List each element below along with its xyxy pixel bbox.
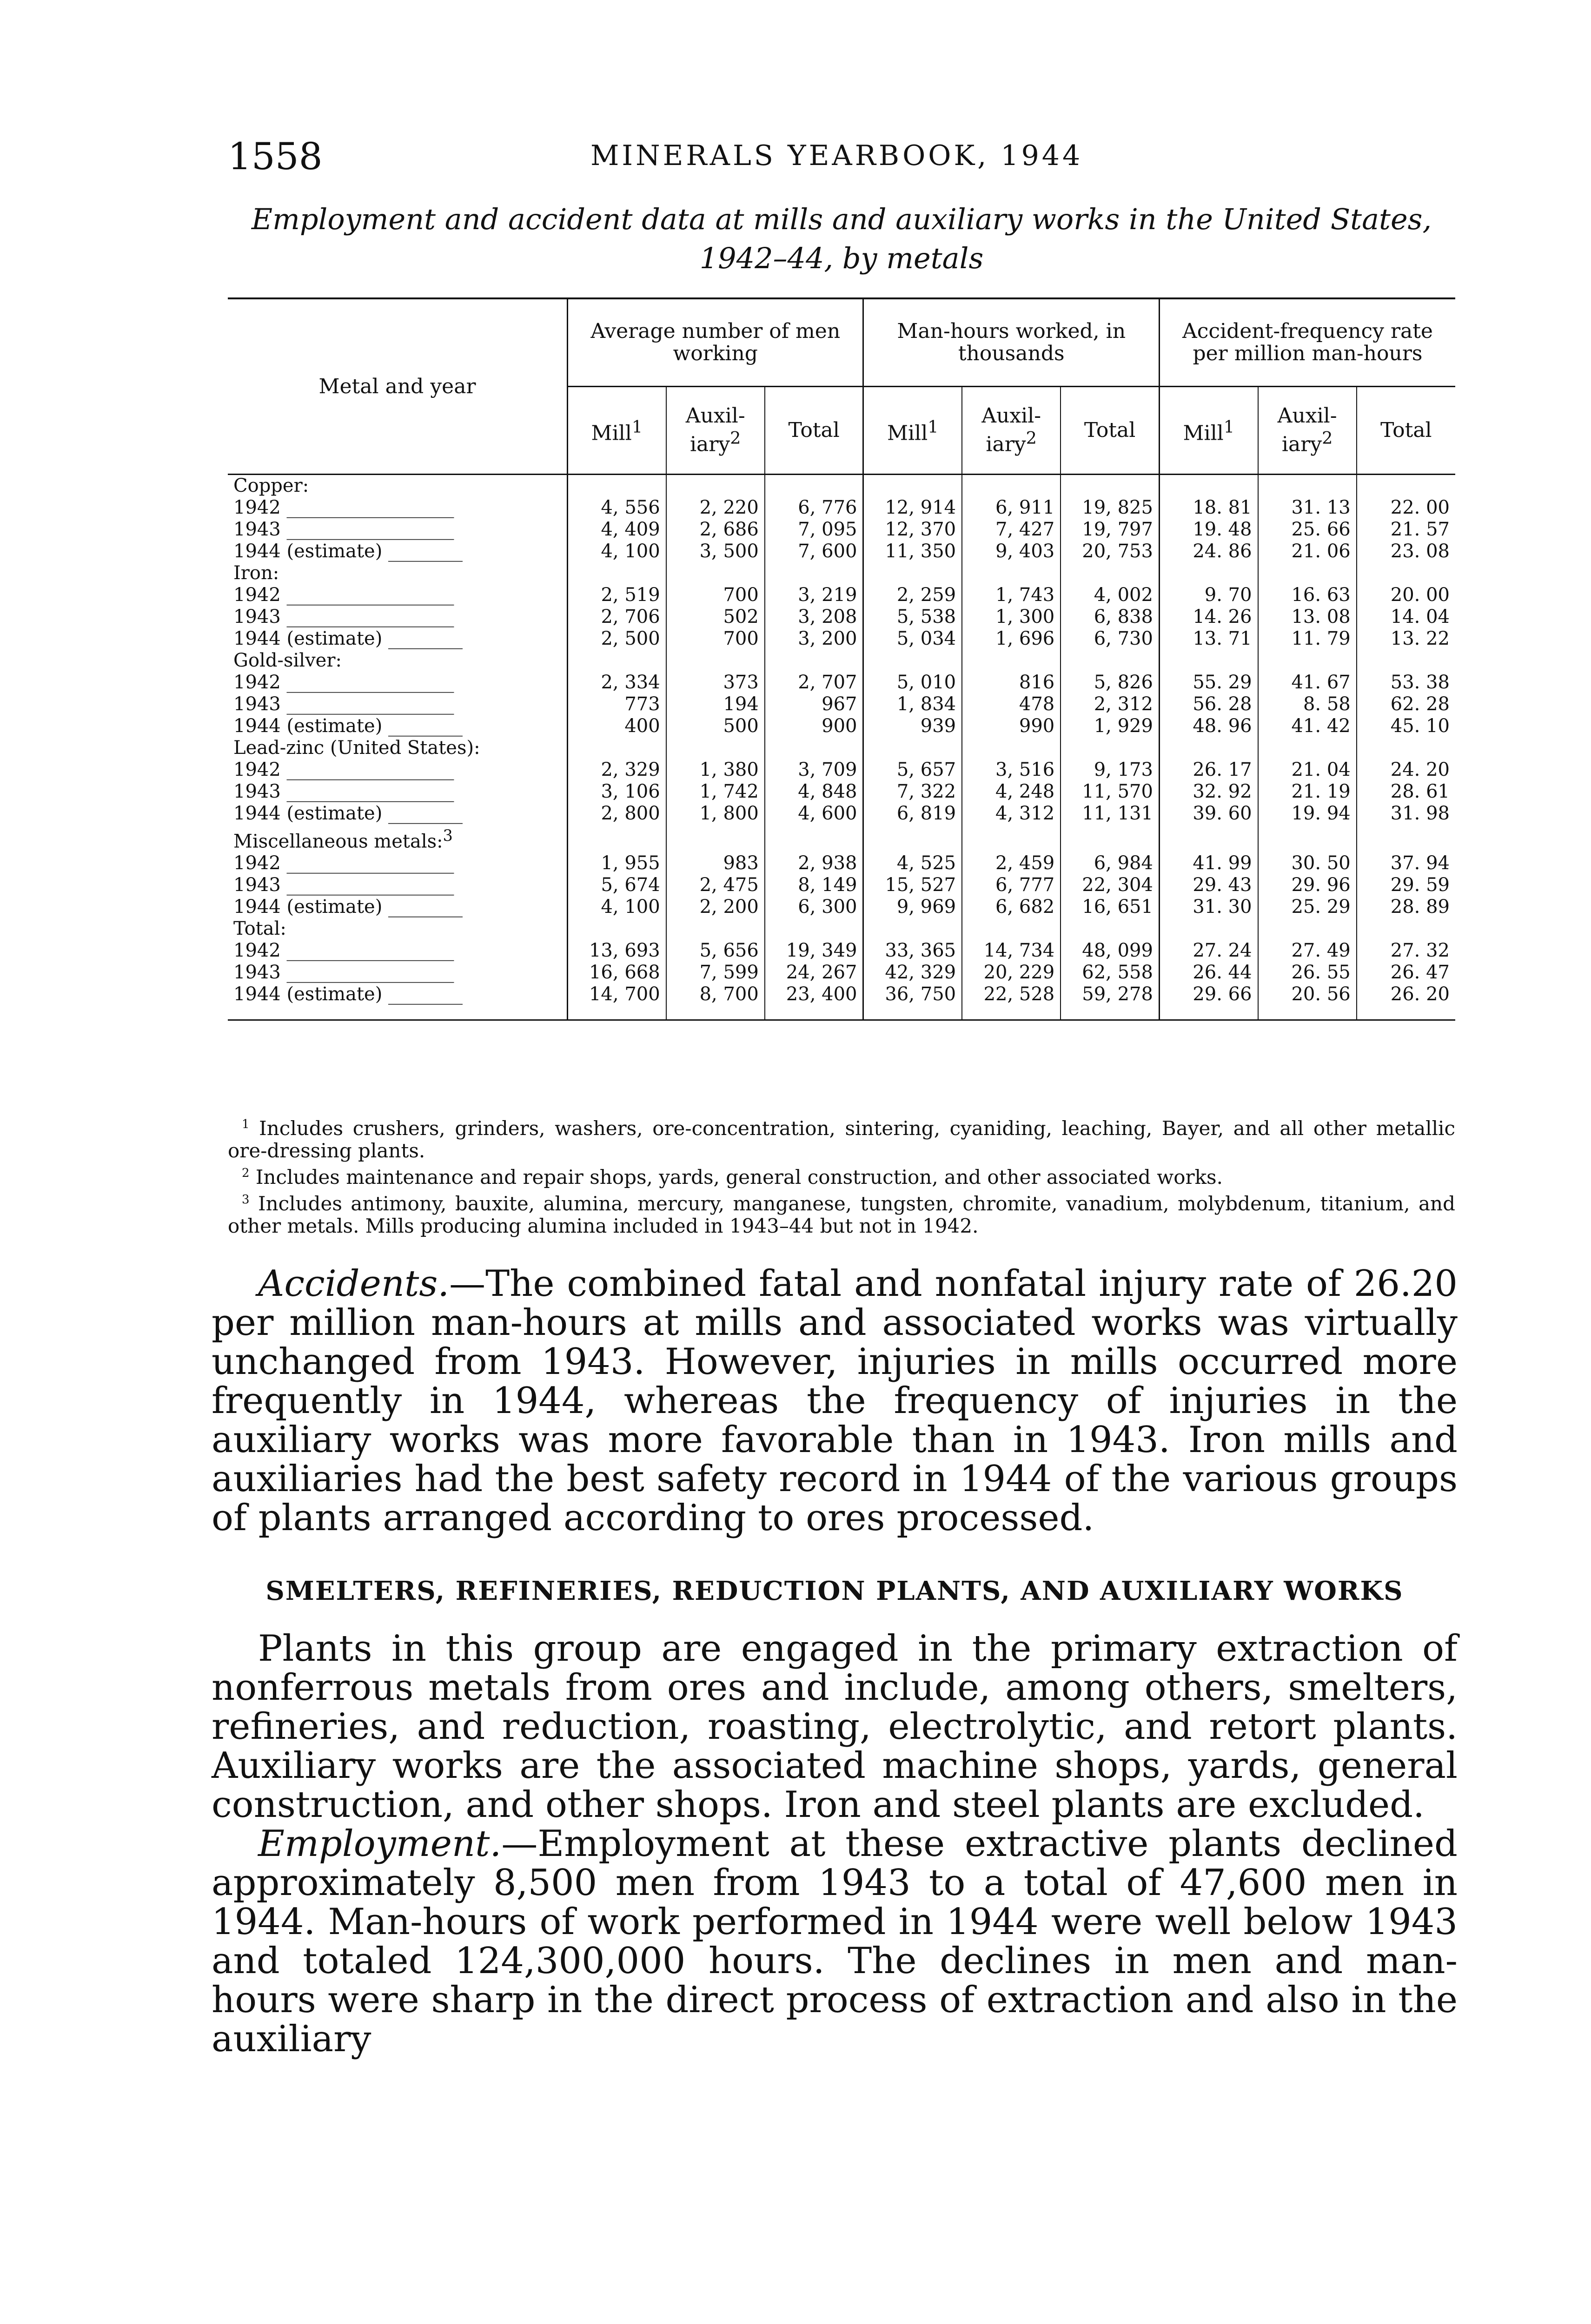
table-cell: 2, 329 xyxy=(568,759,666,781)
table-cell: 32. 92 xyxy=(1159,781,1258,803)
table-body xyxy=(228,475,1455,1020)
category-label: Total: xyxy=(233,918,286,940)
table-cell: 48, 099 xyxy=(1061,940,1159,962)
table-cell: 400 xyxy=(568,715,666,737)
table-cell: 8, 700 xyxy=(666,984,765,1020)
category-row xyxy=(228,918,1455,940)
year-label: 1942 __________________ xyxy=(233,852,454,874)
year-label: 1943 __________________ xyxy=(233,693,454,715)
table-cell: 19, 797 xyxy=(1061,519,1159,541)
table-caption: Employment and accident data at mills and auxiliary works in the United States, 1942–44, by metals xyxy=(251,202,1432,275)
table-cell: 21. 57 xyxy=(1357,519,1455,541)
table-cell: 967 xyxy=(765,693,863,715)
table-cell: 11. 79 xyxy=(1258,628,1357,650)
section-body xyxy=(212,1629,1458,2059)
table-cell: 29. 43 xyxy=(1159,874,1258,896)
table-cell: 21. 04 xyxy=(1258,759,1357,781)
table-cell: 4, 409 xyxy=(568,519,666,541)
table-cell: 15, 527 xyxy=(863,874,962,896)
table-cell: 20. 00 xyxy=(1357,584,1455,606)
table-cell: 19, 825 xyxy=(1061,497,1159,519)
table-cell: 773 xyxy=(568,693,666,715)
table-cell: 29. 96 xyxy=(1258,874,1357,896)
table-cell: 2, 500 xyxy=(568,628,666,650)
table-cell: 2, 312 xyxy=(1061,693,1159,715)
table-row xyxy=(228,584,1455,606)
table-cell: 62. 28 xyxy=(1357,693,1455,715)
table-cell: 20, 753 xyxy=(1061,541,1159,562)
table-cell: 3, 208 xyxy=(765,606,863,628)
table-cell: 9, 173 xyxy=(1061,759,1159,781)
subheader-auxiliary: Auxil- iary$^2$ xyxy=(962,387,1061,475)
running-head xyxy=(228,135,1451,186)
year-label: 1942 __________________ xyxy=(233,584,454,606)
table-row xyxy=(228,852,1455,874)
table-cell: 13, 693 xyxy=(568,940,666,962)
header-metal-and-year: Metal and year xyxy=(228,298,568,475)
subheader-mill: Mill$^1$ xyxy=(863,387,962,475)
year-label: 1944 (estimate) ________ xyxy=(233,541,463,562)
table-cell: 2, 475 xyxy=(666,874,765,896)
table-cell: 6, 838 xyxy=(1061,606,1159,628)
table-cell: 26. 20 xyxy=(1357,984,1455,1020)
table-cell: 6, 819 xyxy=(863,803,962,825)
table-row xyxy=(228,759,1455,781)
category-label: Lead-zinc (United States): xyxy=(233,737,480,759)
table-cell: 12, 914 xyxy=(863,497,962,519)
year-label: 1944 (estimate) ________ xyxy=(228,984,568,1020)
table-cell: 6, 776 xyxy=(765,497,863,519)
year-label: 1942 __________________ xyxy=(233,940,454,962)
page-number: 1558 xyxy=(228,135,323,178)
table-cell: 8. 58 xyxy=(1258,693,1357,715)
group-header-man-hours: Man-hours worked, in thousands xyxy=(863,298,1159,387)
table-cell: 5, 674 xyxy=(568,874,666,896)
table-cell: 41. 42 xyxy=(1258,715,1357,737)
year-label: 1943 __________________ xyxy=(233,781,454,802)
category-row xyxy=(228,562,1455,584)
table-row xyxy=(228,519,1455,541)
category-label: Gold-silver: xyxy=(233,650,342,671)
table-cell: 26. 47 xyxy=(1357,962,1455,984)
table-cell: 23, 400 xyxy=(765,984,863,1020)
table-row xyxy=(228,803,1455,825)
section-heading: SMELTERS, REFINERIES, REDUCTION PLANTS, AND AUXILIARY WORKS xyxy=(265,1576,1404,1606)
table-cell: 24. 86 xyxy=(1159,541,1258,562)
table-cell: 29. 59 xyxy=(1357,874,1455,896)
table-cell: 2, 938 xyxy=(765,852,863,874)
table-cell: 14, 734 xyxy=(962,940,1061,962)
table-cell: 19, 349 xyxy=(765,940,863,962)
accidents-text: —The combined fatal and nonfatal injury rate of 26.20 per million man-hours at mills and associated works was virtually unchanged from 1943. However, injuries in mills occurred more frequently in 1944, whereas the frequency of injuries in the auxiliary works was more favorable than in 1943. Iron mills and auxiliaries had the best safety record in 1944 of the various groups of plants arranged according to ores processed. xyxy=(212,1263,1458,1539)
employment-text: —Employment at these extractive plants declined approximately 8,500 men from 1943 to a total of 47,600 men in 1944. Man-hours of work performed in 1944 were well below 1943 and totaled 124,300,000 hours. The declines in men and man-hours were sharp in the direct process of extraction and also in the auxiliary xyxy=(212,1823,1458,2060)
table-cell: 26. 55 xyxy=(1258,962,1357,984)
running-title: MINERALS YEARBOOK, 1944 xyxy=(590,139,1083,172)
category-label: Copper: xyxy=(233,475,309,496)
table-cell: 7, 322 xyxy=(863,781,962,803)
footnote: $^2$ Includes maintenance and repair shops, yards, general construction, and other associated works. xyxy=(242,1166,1223,1188)
category-row xyxy=(228,825,1455,852)
year-label: 1944 (estimate) ________ xyxy=(233,896,463,918)
table-cell: 939 xyxy=(863,715,962,737)
table-row xyxy=(228,497,1455,519)
table-row xyxy=(228,962,1455,984)
table-cell: 5, 010 xyxy=(863,672,962,693)
subheader-total: Total xyxy=(765,387,863,475)
table-cell: 22. 00 xyxy=(1357,497,1455,519)
table-cell: 27. 49 xyxy=(1258,940,1357,962)
table-cell: 1, 743 xyxy=(962,584,1061,606)
table-cell: 4, 100 xyxy=(568,896,666,918)
accidents-lead: Accidents. xyxy=(258,1263,450,1305)
table-cell: 56. 28 xyxy=(1159,693,1258,715)
table-cell: 3, 516 xyxy=(962,759,1061,781)
table-cell: 6, 777 xyxy=(962,874,1061,896)
table-cell: 2, 459 xyxy=(962,852,1061,874)
table-cell: 41. 99 xyxy=(1159,852,1258,874)
table-row xyxy=(228,693,1455,715)
table-cell: 14, 700 xyxy=(568,984,666,1020)
year-label: 1942 __________________ xyxy=(233,672,454,693)
table-cell: 26. 44 xyxy=(1159,962,1258,984)
table-cell: 3, 500 xyxy=(666,541,765,562)
accidents-paragraph xyxy=(212,1264,1458,1538)
table-cell: 500 xyxy=(666,715,765,737)
table-cell: 45. 10 xyxy=(1357,715,1455,737)
table-cell: 2, 519 xyxy=(568,584,666,606)
year-label: 1943 __________________ xyxy=(233,606,454,627)
table-cell: 5, 538 xyxy=(863,606,962,628)
table-cell: 4, 556 xyxy=(568,497,666,519)
table-cell: 26. 17 xyxy=(1159,759,1258,781)
table-cell: 1, 955 xyxy=(568,852,666,874)
table-cell: 13. 71 xyxy=(1159,628,1258,650)
table-cell: 13. 22 xyxy=(1357,628,1455,650)
table-cell: 4, 600 xyxy=(765,803,863,825)
table-cell: 21. 19 xyxy=(1258,781,1357,803)
table-cell: 6, 984 xyxy=(1061,852,1159,874)
table-cell: 5, 656 xyxy=(666,940,765,962)
table-cell: 55. 29 xyxy=(1159,672,1258,693)
table-footnotes xyxy=(228,1113,1455,1237)
table-cell: 700 xyxy=(666,628,765,650)
table-cell: 1, 742 xyxy=(666,781,765,803)
table-cell: 9, 403 xyxy=(962,541,1061,562)
table-row xyxy=(228,715,1455,737)
table-cell: 194 xyxy=(666,693,765,715)
table-cell: 7, 600 xyxy=(765,541,863,562)
table-cell: 16, 668 xyxy=(568,962,666,984)
table-cell: 62, 558 xyxy=(1061,962,1159,984)
table-cell: 4, 100 xyxy=(568,541,666,562)
table-cell: 36, 750 xyxy=(863,984,962,1020)
table-cell: 14. 04 xyxy=(1357,606,1455,628)
table-cell: 11, 570 xyxy=(1061,781,1159,803)
category-label: Miscellaneous metals:$^3$ xyxy=(233,826,453,852)
table-cell: 29. 66 xyxy=(1159,984,1258,1020)
category-row xyxy=(228,737,1455,759)
year-label: 1944 (estimate) ________ xyxy=(233,628,463,649)
table-cell: 6, 300 xyxy=(765,896,863,918)
table-cell: 27. 24 xyxy=(1159,940,1258,962)
employment-accident-table xyxy=(228,297,1455,1021)
table-cell: 23. 08 xyxy=(1357,541,1455,562)
table-cell: 25. 29 xyxy=(1258,896,1357,918)
subheader-mill: Mill$^1$ xyxy=(568,387,666,475)
table-row xyxy=(228,940,1455,962)
table-cell: 31. 13 xyxy=(1258,497,1357,519)
year-label: 1943 __________________ xyxy=(233,874,454,896)
category-label: Iron: xyxy=(233,562,279,584)
table-cell: 1, 696 xyxy=(962,628,1061,650)
table-cell: 22, 528 xyxy=(962,984,1061,1020)
table-row xyxy=(228,874,1455,896)
subheader-total: Total xyxy=(1061,387,1159,475)
table-cell: 2, 706 xyxy=(568,606,666,628)
table-cell: 37. 94 xyxy=(1357,852,1455,874)
table-cell: 4, 312 xyxy=(962,803,1061,825)
table-cell: 53. 38 xyxy=(1357,672,1455,693)
year-label: 1944 (estimate) ________ xyxy=(233,715,463,737)
group-header-average-men: Average number of men working xyxy=(568,298,863,387)
table-cell: 42, 329 xyxy=(863,962,962,984)
table-cell: 900 xyxy=(765,715,863,737)
table-row xyxy=(228,541,1455,562)
table-cell: 19. 94 xyxy=(1258,803,1357,825)
table-cell: 373 xyxy=(666,672,765,693)
category-row xyxy=(228,650,1455,672)
table-cell: 59, 278 xyxy=(1061,984,1159,1020)
table-cell: 7, 599 xyxy=(666,962,765,984)
table-cell: 3, 200 xyxy=(765,628,863,650)
table-cell: 8, 149 xyxy=(765,874,863,896)
table-cell: 502 xyxy=(666,606,765,628)
table-cell: 13. 08 xyxy=(1258,606,1357,628)
table-cell: 983 xyxy=(666,852,765,874)
table-cell: 31. 30 xyxy=(1159,896,1258,918)
table-row xyxy=(228,896,1455,918)
table-row xyxy=(228,628,1455,650)
table-cell: 41. 67 xyxy=(1258,672,1357,693)
table-cell: 1, 380 xyxy=(666,759,765,781)
table-cell: 2, 334 xyxy=(568,672,666,693)
table-cell: 4, 525 xyxy=(863,852,962,874)
table-cell: 4, 848 xyxy=(765,781,863,803)
year-label: 1943 __________________ xyxy=(233,962,454,984)
table-cell: 1, 834 xyxy=(863,693,962,715)
year-label: 1942 __________________ xyxy=(233,759,454,780)
table-cell: 7, 095 xyxy=(765,519,863,541)
table-cell: 5, 657 xyxy=(863,759,962,781)
table-cell: 4, 248 xyxy=(962,781,1061,803)
table-cell: 2, 200 xyxy=(666,896,765,918)
subheader-total: Total xyxy=(1357,387,1455,475)
table-cell: 2, 800 xyxy=(568,803,666,825)
table-cell: 16, 651 xyxy=(1061,896,1159,918)
table-cell: 1, 929 xyxy=(1061,715,1159,737)
table-cell: 2, 707 xyxy=(765,672,863,693)
category-row xyxy=(228,475,1455,497)
footnote: $^1$ Includes crushers, grinders, washers, ore-concentration, sintering, cyaniding, leaching, Bayer, and all other metallic ore-dressing plants. xyxy=(228,1117,1455,1162)
year-label: 1943 __________________ xyxy=(233,519,454,540)
table-cell: 48. 96 xyxy=(1159,715,1258,737)
table-cell: 20, 229 xyxy=(962,962,1061,984)
table-cell: 2, 686 xyxy=(666,519,765,541)
table-cell: 5, 826 xyxy=(1061,672,1159,693)
table-cell: 478 xyxy=(962,693,1061,715)
table-cell: 1, 300 xyxy=(962,606,1061,628)
subheader-auxiliary: Auxil- iary$^2$ xyxy=(666,387,765,475)
table-cell: 33, 365 xyxy=(863,940,962,962)
table-row xyxy=(228,606,1455,628)
table-cell: 990 xyxy=(962,715,1061,737)
table-wrapper xyxy=(228,297,1455,1021)
table-cell: 1, 800 xyxy=(666,803,765,825)
table-cell: 31. 98 xyxy=(1357,803,1455,825)
subheader-mill: Mill$^1$ xyxy=(1159,387,1258,475)
table-cell: 6, 730 xyxy=(1061,628,1159,650)
subheader-auxiliary: Auxil- iary$^2$ xyxy=(1258,387,1357,475)
table-cell: 4, 002 xyxy=(1061,584,1159,606)
table-cell: 21. 06 xyxy=(1258,541,1357,562)
table-cell: 9, 969 xyxy=(863,896,962,918)
table-cell: 7, 427 xyxy=(962,519,1061,541)
table-cell: 3, 709 xyxy=(765,759,863,781)
table-cell: 19. 48 xyxy=(1159,519,1258,541)
table-cell: 816 xyxy=(962,672,1061,693)
table-cell: 30. 50 xyxy=(1258,852,1357,874)
table-cell: 20. 56 xyxy=(1258,984,1357,1020)
table-cell: 25. 66 xyxy=(1258,519,1357,541)
table-cell: 5, 034 xyxy=(863,628,962,650)
table-cell: 3, 106 xyxy=(568,781,666,803)
table-cell: 28. 89 xyxy=(1357,896,1455,918)
table-cell: 3, 219 xyxy=(765,584,863,606)
table-cell: 6, 911 xyxy=(962,497,1061,519)
employment-paragraph xyxy=(212,1824,1458,2059)
table-cell: 2, 259 xyxy=(863,584,962,606)
table-cell: 700 xyxy=(666,584,765,606)
table-cell: 24. 20 xyxy=(1357,759,1455,781)
table-cell: 18. 81 xyxy=(1159,497,1258,519)
employment-lead: Employment. xyxy=(258,1823,502,1865)
table-cell: 27. 32 xyxy=(1357,940,1455,962)
group-header-accident-rate: Accident-frequency rate per million man-hours xyxy=(1159,298,1455,387)
table-row xyxy=(228,781,1455,803)
table-cell: 11, 350 xyxy=(863,541,962,562)
table-cell: 16. 63 xyxy=(1258,584,1357,606)
table-row xyxy=(228,984,1455,1020)
year-label: 1942 __________________ xyxy=(233,497,454,518)
table-cell: 9. 70 xyxy=(1159,584,1258,606)
table-cell: 12, 370 xyxy=(863,519,962,541)
year-label: 1944 (estimate) ________ xyxy=(233,803,463,824)
footnote: $^3$ Includes antimony, bauxite, alumina, mercury, manganese, tungsten, chromite, vanadium, molybdenum, titanium, and other metals. Mills producing alumina included in 1943–44 but not in 1942. xyxy=(228,1192,1455,1237)
table-cell: 24, 267 xyxy=(765,962,863,984)
table-row xyxy=(228,672,1455,693)
table-cell: 39. 60 xyxy=(1159,803,1258,825)
table-cell: 6, 682 xyxy=(962,896,1061,918)
table-cell: 2, 220 xyxy=(666,497,765,519)
plants-paragraph: Plants in this group are engaged in the primary extraction of nonferrous metals from ores and include, among others, smelters, refineries, and reduction, roasting, electrolytic, and retort plants. Auxiliary works are the associated machine shops, yards, general construction, and other shops. Iron and steel plants are excluded. xyxy=(212,1628,1458,1826)
table-cell: 14. 26 xyxy=(1159,606,1258,628)
table-cell: 22, 304 xyxy=(1061,874,1159,896)
table-cell: 28. 61 xyxy=(1357,781,1455,803)
table-cell: 11, 131 xyxy=(1061,803,1159,825)
